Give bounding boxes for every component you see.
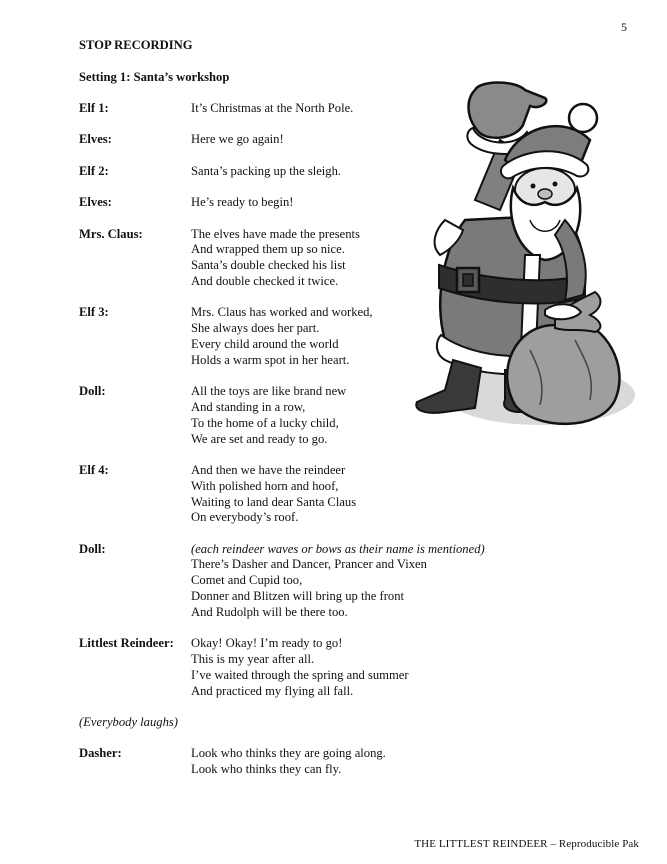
speaker-name: Doll: <box>79 384 106 399</box>
script-line: Every child around the world <box>191 336 339 351</box>
stage-direction-inline: (each reindeer waves or bows as their name is mentioned) <box>191 541 485 556</box>
script-line: Look who thinks they can fly. <box>191 762 342 777</box>
script-line: Mrs. Claus has worked and worked, <box>191 305 373 320</box>
script-row <box>79 132 519 148</box>
script-line: And standing in a row, <box>191 399 306 414</box>
script-line: And practiced my flying all fall. <box>191 683 354 698</box>
script-line: To the home of a lucky child, <box>191 415 339 430</box>
speaker-name: Littlest Reindeer: <box>79 636 174 651</box>
script-line: Santa’s double checked his list <box>191 258 346 273</box>
script-line: I’ve waited through the spring and summer <box>191 667 409 682</box>
speaker-name: Dasher: <box>79 746 122 761</box>
script-line: All the toys are like brand new <box>191 384 347 399</box>
speaker-name: Mrs. Claus: <box>79 226 143 241</box>
script-line: He’s ready to begin! <box>191 195 294 210</box>
speaker-lines <box>191 227 360 290</box>
speaker-lines <box>191 463 356 526</box>
speaker-lines <box>191 195 293 211</box>
stop-recording-heading: STOP RECORDING <box>79 38 193 52</box>
speaker-name: Doll: <box>79 541 106 556</box>
speaker-name: Elf 2: <box>79 163 109 178</box>
speaker-lines <box>191 132 284 148</box>
script-line: Waiting to land dear Santa Claus <box>191 494 357 509</box>
speaker-lines <box>191 746 386 778</box>
script-line: With polished horn and hoof, <box>191 478 339 493</box>
setting-heading: Setting 1: Santa’s workshop <box>79 70 230 84</box>
page-footer: THE LITTLEST REINDEER – Reproducible Pak <box>414 838 639 850</box>
script-line: She always does her part. <box>191 321 320 336</box>
speaker-lines <box>191 305 373 368</box>
speaker-lines <box>191 164 341 180</box>
speaker-lines <box>191 101 353 117</box>
script-row <box>79 101 519 117</box>
script-row <box>79 227 519 290</box>
script-line: Donner and Blitzen will bring up the front <box>191 589 404 604</box>
script-body <box>79 101 519 794</box>
script-line: Holds a warm spot in her heart. <box>191 352 350 367</box>
speaker-name: Elf 4: <box>79 462 109 477</box>
script-row <box>79 384 519 447</box>
script-row <box>79 195 519 211</box>
script-row <box>79 164 519 180</box>
script-line: This is my year after all. <box>191 652 315 667</box>
script-line: And Rudolph will be there too. <box>191 604 348 619</box>
script-line: On everybody’s roof. <box>191 510 299 525</box>
script-line: Look who thinks they are going along. <box>191 746 386 761</box>
script-line: Here we go again! <box>191 132 284 147</box>
script-row <box>79 305 519 368</box>
script-line: There’s Dasher and Dancer, Prancer and Vixen <box>191 557 427 572</box>
speaker-lines <box>191 384 346 447</box>
page-number: 5 <box>621 20 627 34</box>
speaker-name: Elves: <box>79 132 112 147</box>
script-row <box>79 542 519 621</box>
speaker-lines <box>191 542 485 621</box>
script-line: The elves have made the presents <box>191 226 360 241</box>
script-line: Comet and Cupid too, <box>191 573 303 588</box>
script-row <box>79 636 519 699</box>
speaker-name: Elf 1: <box>79 101 109 115</box>
script-line: It’s Christmas at the North Pole. <box>191 101 354 115</box>
script-line: We are set and ready to go. <box>191 431 328 446</box>
script-line: And double checked it twice. <box>191 273 339 288</box>
speaker-name: Elf 3: <box>79 305 109 320</box>
script-row <box>79 463 519 526</box>
speaker-name: Elves: <box>79 195 112 210</box>
script-line: And wrapped them up so nice. <box>191 242 345 257</box>
script-line: Santa’s packing up the sleigh. <box>191 163 342 178</box>
script-line: Okay! Okay! I’m ready to go! <box>191 636 343 651</box>
stage-direction: (Everybody laughs) <box>79 715 178 730</box>
speaker-lines <box>191 636 409 699</box>
script-line: And then we have the reindeer <box>191 462 346 477</box>
script-row <box>79 746 519 778</box>
